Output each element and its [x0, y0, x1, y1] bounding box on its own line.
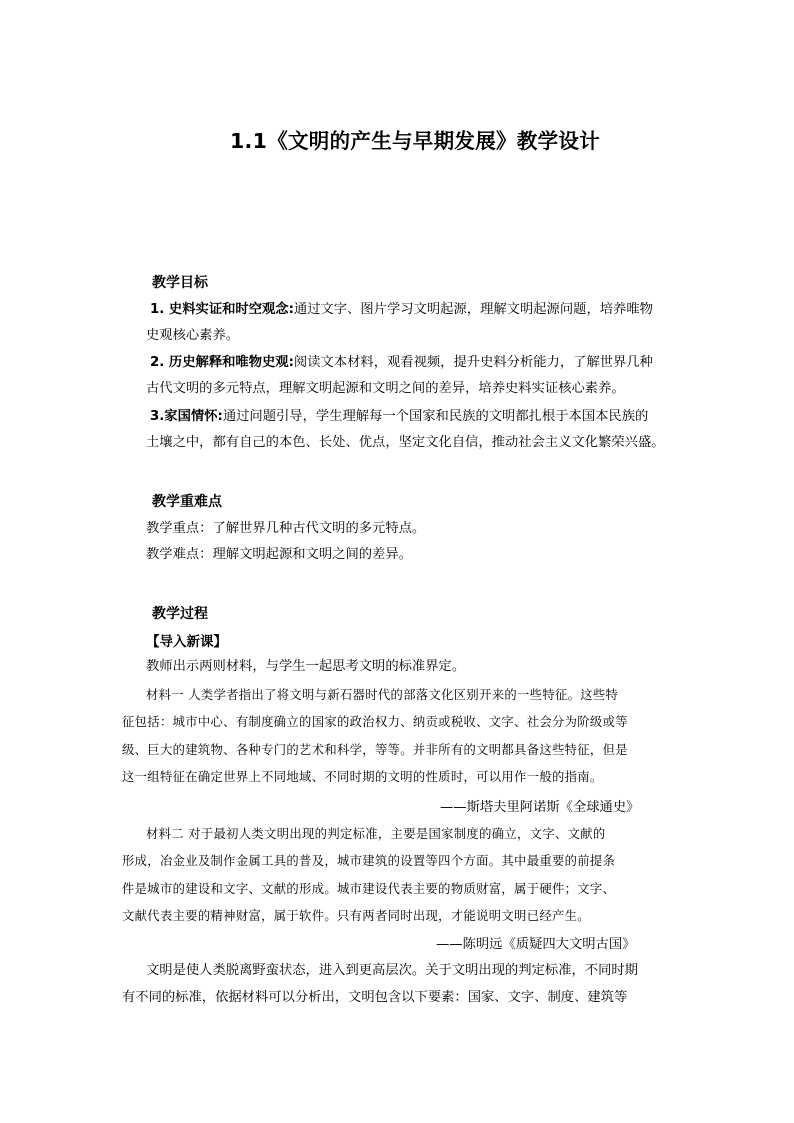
difficult-point-line: 教学难点：理解文明起源和文明之间的差异。: [146, 547, 412, 562]
goal-item-1-text: 通过文字、图片学习文明起源，理解文明起源问题，培养唯物: [293, 302, 653, 317]
goal-item-1-label: 1. 史料实证和时空观念:: [150, 302, 294, 317]
conclusion-line-2: 有不同的标准，依据材料可以分析出，文明包含以下要素：国家、文字、制度、建筑等: [122, 990, 628, 1005]
material-2-line-1: 材料二 对于最初人类文明出现的判定标准，主要是国家制度的确立，文字、文献的: [146, 827, 606, 841]
goal-item-2-text: 阅读文本材料，观看视频，提升史料分析能力，了解世界几种: [293, 355, 653, 370]
keypoints-heading: 教学重难点: [152, 494, 222, 510]
goal-item-3-line-2: 土壤之中，都有自己的本色、长处、优点，坚定文化自信，推动社会主义文化繁荣兴盛。: [146, 435, 665, 450]
goal-item-3-line-1: [150, 407, 648, 427]
goal-item-2-line-1: [150, 353, 653, 373]
conclusion-line-1: 文明是使人类脱离野蛮状态，进入到更高层次。关于文明出现的判定标准，不同时期: [146, 963, 638, 978]
material-2-line-3: 件是城市的建设和文字、文献的形成。城市建设代表主要的物质财富，属于硬件；文字、: [122, 882, 616, 896]
goals-heading: 教学目标: [152, 275, 208, 291]
goal-item-1-line-2: 史观核心素养。: [146, 328, 240, 343]
goal-item-3-label: 3.家国情怀:: [150, 409, 223, 424]
material-2-line-2: 形成，冶金业及制作金属工具的普及，城市建筑的设置等四个方面。其中最重要的前提条: [122, 854, 616, 868]
goal-item-2-line-2: 古代文明的多元特点，理解文明起源和文明之间的差异，培养史料实证核心素养。: [146, 381, 625, 396]
document-title: 1.1《文明的产生与早期发展》教学设计: [229, 129, 600, 153]
material-1-line-4: 这一组特征在确定世界上不同地域、不同时期的文明的性质时，可以用作一般的指南。: [122, 770, 603, 784]
material-1-line-1: 材料一 人类学者指出了将文明与新石器时代的部落文化区别开来的一些特征。这些特: [146, 688, 619, 702]
section-label-intro: 【导入新课】: [146, 634, 227, 650]
process-heading: 教学过程: [152, 606, 208, 622]
goal-item-1-line-1: [150, 300, 653, 320]
material-2-source: ——陈明远《质疑四大文明古国》: [436, 937, 636, 952]
material-1-line-2: 征包括：城市中心、有制度确立的国家的政治权力、纳贡或税收、文字、社会分为阶级或等: [122, 715, 628, 729]
material-1-source: ——斯塔夫里阿诺斯《全球通史》: [440, 800, 640, 815]
material-1-line-3: 级、巨大的建筑物、各种专门的艺术和科学，等等。并非所有的文明都具备这些特征，但是: [122, 743, 628, 757]
intro-line: 教师出示两则材料，与学生一起思考文明的标准界定。: [146, 659, 466, 674]
goal-item-3-text: 通过问题引导，学生理解每一个国家和民族的文明都扎根于本国本民族的: [222, 409, 649, 424]
material-2-line-4: 文献代表主要的精神财富，属于软件。只有两者同时出现，才能说明文明已经产生。: [122, 909, 590, 923]
goal-item-2-label: 2. 历史解释和唯物史观:: [150, 355, 294, 370]
key-point-line: 教学重点：了解世界几种古代文明的多元特点。: [146, 521, 426, 536]
